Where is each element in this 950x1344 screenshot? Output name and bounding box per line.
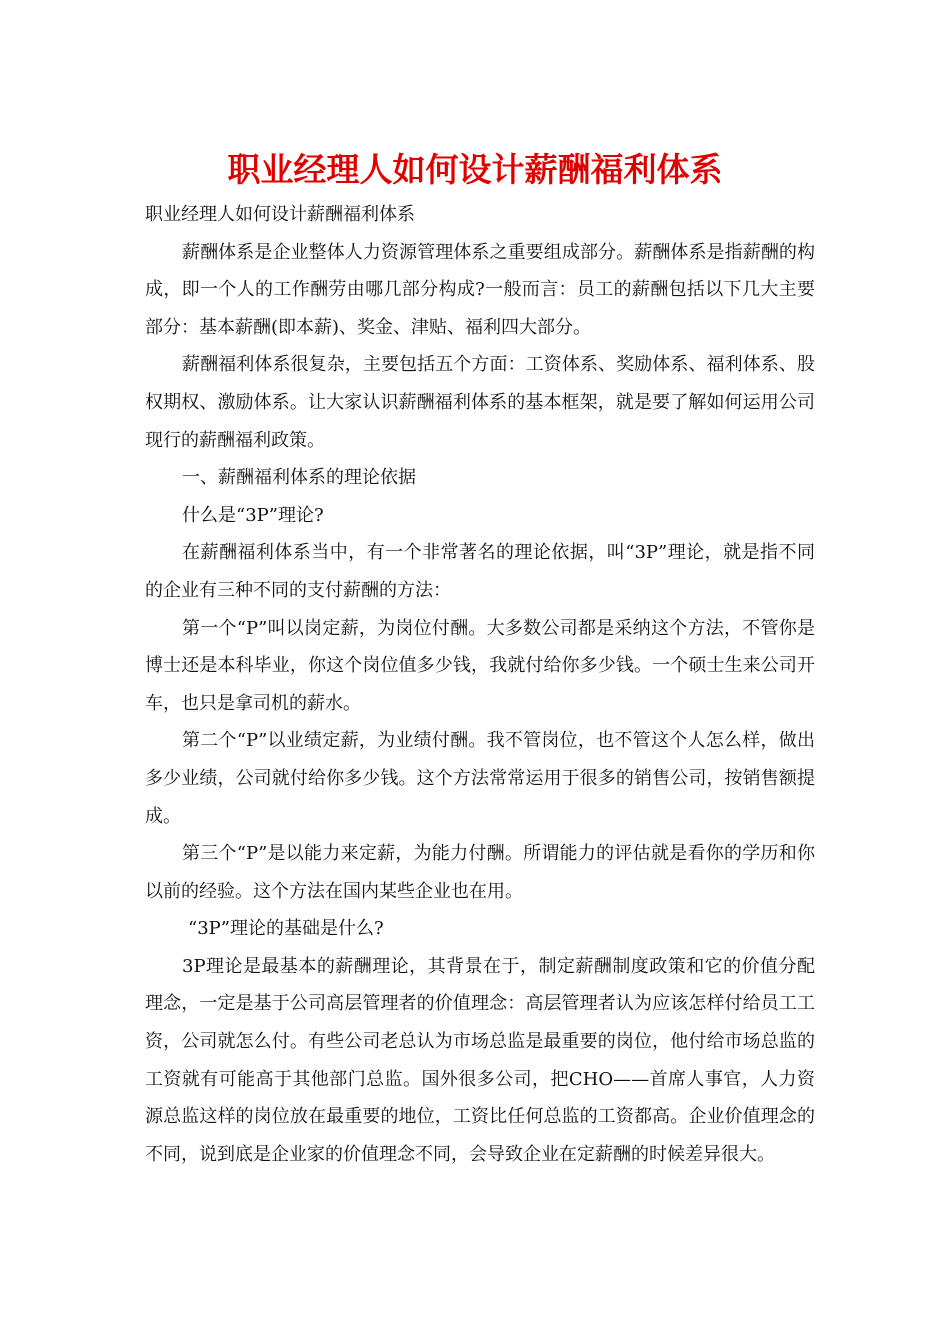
paragraph-3p-intro: 在薪酬福利体系当中，有一个非常著名的理论依据，叫“3P”理论，就是指不同的企业有三种不同的支付薪酬的方法： — [145, 542, 815, 601]
document-title: 职业经理人如何设计薪酬福利体系 — [227, 150, 723, 189]
paragraph-welfare-system: 薪酬福利体系很复杂，主要包括五个方面：工资体系、奖励体系、福利体系、股权期权、激励体系。让大家认识薪酬福利体系的基本框架，就是要了解如何运用公司现行的薪酬福利政策。 — [145, 354, 815, 451]
paragraph-first-p: 第一个“P”叫以岗定薪，为岗位付酬。大多数公司都是采纳这个方法，不管你是博士还是本科毕业，你这个岗位值多少钱，我就付给你多少钱。一个硕士生来公司开车，也只是拿司机的薪水。 — [145, 617, 815, 714]
document-subtitle: 职业经理人如何设计薪酬福利体系 — [145, 204, 415, 225]
paragraph-second-p: 第二个“P”以业绩定薪，为业绩付酬。我不管岗位，也不管这个人怎么样，做出多少业绩，公司就付给你多少钱。这个方法常常运用于很多的销售公司，按销售额提成。 — [145, 730, 815, 827]
paragraph-3p-basis: 3P理论是最基本的薪酬理论，其背景在于，制定薪酬制度政策和它的价值分配理念，一定是基于公司高层管理者的价值理念：高层管理者认为应该怎样付给员工工资，公司就怎么付。有些公司老总认为市场总监是最重要的岗位，他付给市场总监的工资就有可能高于其他部门总监。国外很多公司，把CHO——首席人事官，人力资源总监这样的岗位放在最重要的地位，工资比任何总监的工资都高。企业价值理念的不同，说到底是企业家的价值理念不同，会导致企业在定薪酬的时候差异很大。 — [145, 955, 815, 1165]
section-heading-theory: 一、薪酬福利体系的理论依据 — [182, 467, 416, 489]
question-what-is-3p: 什么是“3P”理论? — [182, 504, 324, 526]
paragraph-third-p: 第三个“P”是以能力来定薪，为能力付酬。所谓能力的评估就是看你的学历和你以前的经验。这个方法在国内某些企业也在用。 — [145, 843, 815, 902]
document-body — [145, 196, 815, 1173]
question-3p-basis: “3P”理论的基础是什么? — [188, 918, 384, 940]
paragraph-salary-system: 薪酬体系是企业整体人力资源管理体系之重要组成部分。薪酬体系是指薪酬的构成，即一个人的工作酬劳由哪几部分构成?一般而言：员工的薪酬包括以下几大主要部分：基本薪酬(即本薪)、奖金、津贴、福利四大部分。 — [145, 241, 815, 338]
